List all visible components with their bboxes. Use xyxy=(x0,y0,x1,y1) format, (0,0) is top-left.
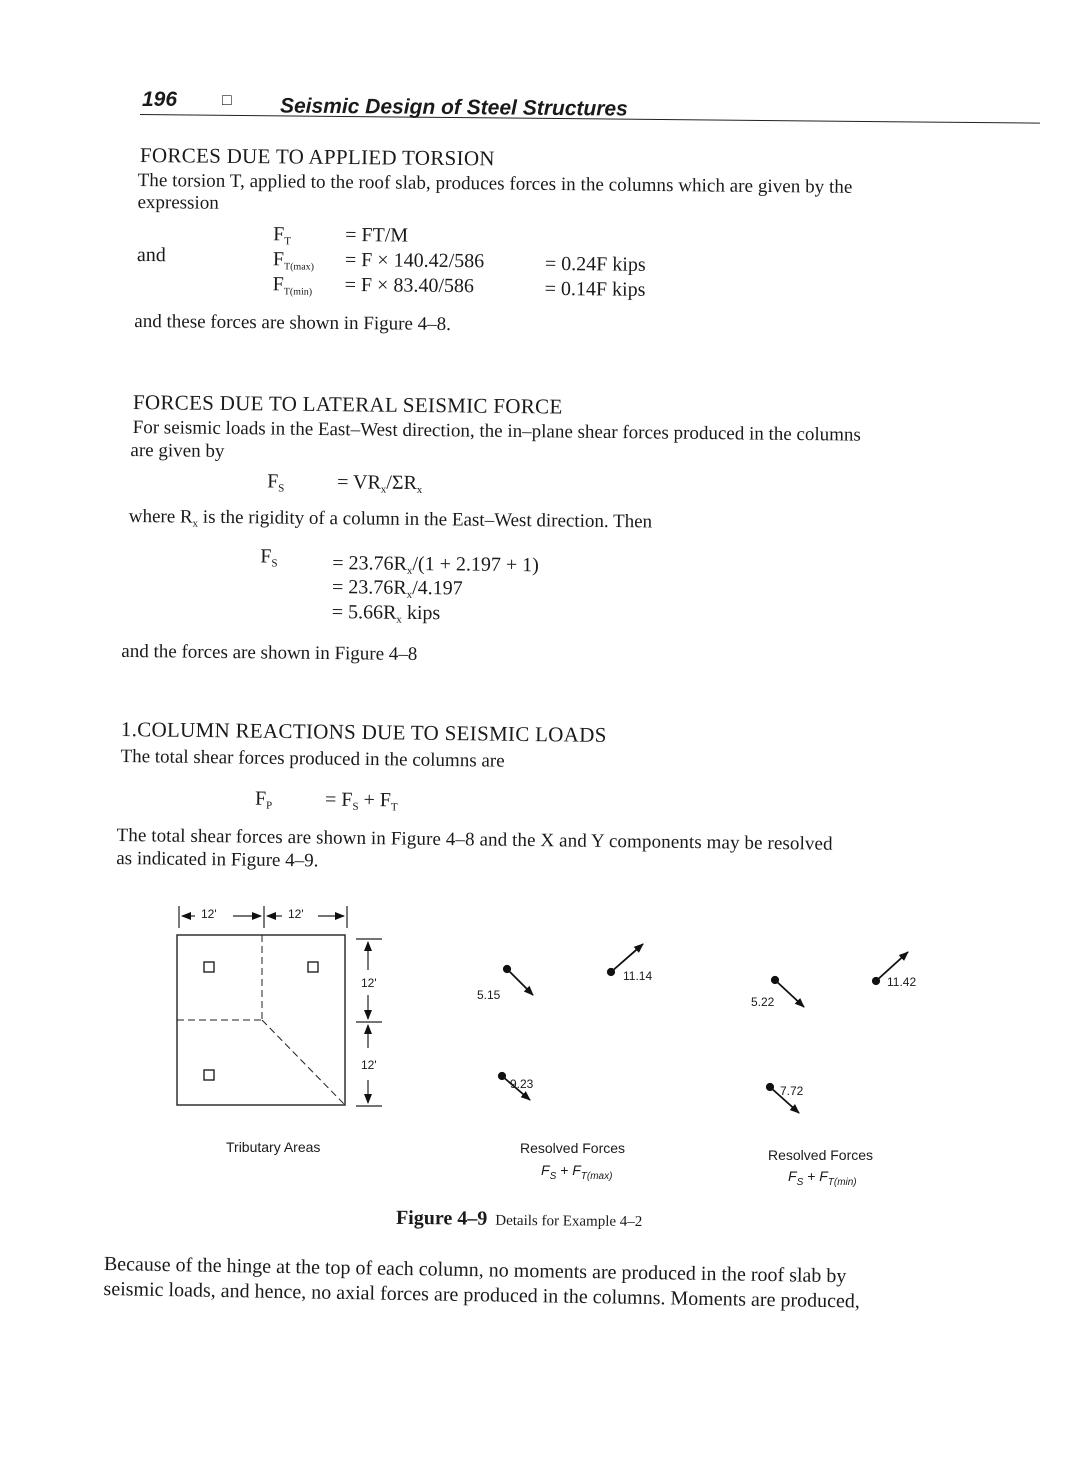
equation-fp-rhs: = $F_S + F_T$ xyxy=(324,788,398,814)
equation-fs2-line3: = $5.66R_x$ kips xyxy=(331,601,441,626)
equation-fs: $F_S$ xyxy=(267,470,285,495)
dimension-label: 12' xyxy=(201,907,217,921)
paragraph-line: The total shear forces produced in the columns are xyxy=(120,746,505,772)
force-value-label: 5.22 xyxy=(751,995,775,1009)
resolved-forces-max-label: Resolved Forces xyxy=(520,1140,626,1156)
resolved-forces-min-formula: $F_S + F_{T(min)}$ xyxy=(788,1168,857,1188)
tributary-areas-label: Tributary Areas xyxy=(226,1139,321,1155)
force-value-label: 7.72 xyxy=(780,1084,804,1098)
paragraph-line: as indicated in Figure 4–9. xyxy=(116,847,319,872)
paragraph-line: expression xyxy=(137,191,219,214)
page-number: 196 xyxy=(142,88,178,111)
equation-fs2: $F_S$ xyxy=(260,545,278,570)
paragraph-line: seismic loads, and hence, no axial forces are produced in the columns. Moments are produced, xyxy=(103,1277,861,1313)
equation-ftmin: $F_{T(min)}$ xyxy=(272,273,313,298)
paragraph-line: For seismic loads in the East–West direction, the in–plane shear forces produced in the columns xyxy=(132,417,861,446)
equation-lead: and xyxy=(136,243,166,267)
running-title: Seismic Design of Steel Structures xyxy=(279,94,628,121)
section-heading: FORCES DUE TO LATERAL SEISMIC FORCE xyxy=(132,390,563,419)
equation-ftmax-result: = 0.24F kips xyxy=(544,252,646,276)
equation-fs-rhs: = $VR_x/\Sigma R_x$ xyxy=(337,471,423,497)
paragraph-line: where $R_x$ is the rigidity of a column in the East–West direction. Then xyxy=(128,505,653,533)
force-value-label: 11.42 xyxy=(887,975,917,989)
section-heading: FORCES DUE TO APPLIED TORSION xyxy=(139,143,495,171)
header-marker: □ xyxy=(222,92,232,109)
equation-ftmax-rhs: = F × 140.42/586 xyxy=(344,248,485,273)
equation-fp: $F_P$ xyxy=(254,787,273,812)
dimension-label: 12' xyxy=(361,1058,377,1072)
dimension-label: 12' xyxy=(288,907,304,921)
section-heading: 1.COLUMN REACTIONS DUE TO SEISMIC LOADS xyxy=(120,717,607,747)
paragraph-line: are given by xyxy=(130,439,225,462)
paragraph-line: The torsion T, applied to the roof slab, produces forces in the columns which are given by the xyxy=(137,169,853,198)
paragraph-line: Because of the hinge at the top of each column, no moments are produced in the roof slab by xyxy=(103,1253,847,1288)
equation-ftmin-rhs: = F × 83.40/586 xyxy=(344,273,475,298)
figure-caption: Figure 4–9 Details for Example 4–2 xyxy=(395,1206,643,1231)
force-value-label: 11.14 xyxy=(623,969,653,983)
resolved-forces-min-label: Resolved Forces xyxy=(768,1147,874,1163)
equation-ftmax: $F_{T(max)}$ xyxy=(272,248,315,273)
paragraph-line: The total shear forces are shown in Figure 4–8 and the X and Y components may be resolved xyxy=(116,824,833,855)
resolved-forces-max-formula: $F_S + F_{T(max)}$ xyxy=(541,1162,613,1182)
equation-ft-rhs: = FT/M xyxy=(345,223,409,247)
equation-ftmin-result: = 0.14F kips xyxy=(544,277,646,301)
paragraph-line: and these forces are shown in Figure 4–8. xyxy=(134,310,452,335)
equation-fs2-line1: = $23.76R_x/(1 + 2.197 + 1)$ xyxy=(332,552,539,577)
equation-fs2-line2: = $23.76R_x/4.197$ xyxy=(331,576,463,601)
paragraph-line: and the forces are shown in Figure 4–8 xyxy=(121,640,418,666)
equation-ft: $F_T$ xyxy=(273,223,292,248)
force-value-label: 5.15 xyxy=(477,988,501,1002)
dimension-label: 12' xyxy=(361,976,377,990)
force-value-label: 9.23 xyxy=(510,1077,534,1091)
